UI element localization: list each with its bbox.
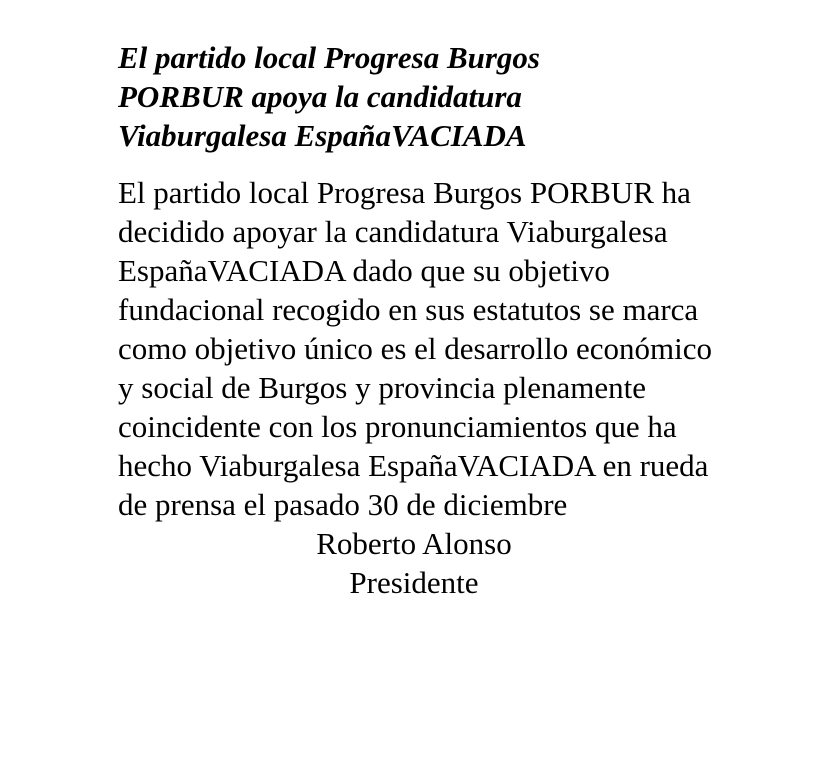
signature-role: Presidente	[349, 565, 479, 600]
document-page	[118, 38, 728, 602]
signature-name: Roberto Alonso	[316, 526, 512, 561]
signature-block	[118, 524, 710, 602]
document-title: El partido local Progresa Burgos PORBUR apoya la candidatura Viaburgalesa EspañaVACIADA	[118, 40, 540, 153]
document-body: El partido local Progresa Burgos PORBUR ha decidido apoyar la candidatura Viaburgalesa EspañaVACIADA dado que su objetivo fundacional recogido en sus estatutos se marca como objetivo único es el desarrollo económico y social de Burgos y provincia plenamente coincidente con los pronunciamientos que ha hecho Viaburgalesa EspañaVACIADA en rueda de prensa el pasado 30 de diciembre	[118, 175, 712, 522]
